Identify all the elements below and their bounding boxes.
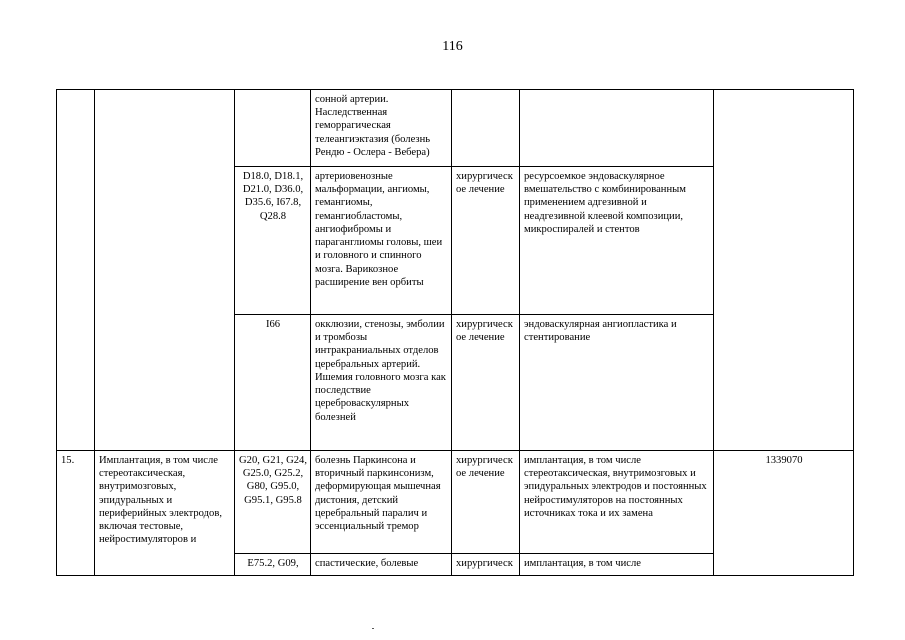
treatment-type-cell: хирургическ ое лечение: [452, 451, 520, 554]
treatment-type-cell: [452, 90, 520, 167]
codes-cell: [235, 90, 311, 167]
model-cell: окклюзии, стенозы, эмболии и тромбозы интракраниальных отделов церебральных артерий. Ишемия головного мозга как последствие цереброваскулярных болезней: [311, 315, 452, 451]
codes-cell: D18.0, D18.1, D21.0, D36.0, D35.6, I67.8, Q28.8: [235, 167, 311, 315]
treatment-type-cell: хирургическ ое лечение: [452, 167, 520, 315]
model-cell: спастические, болевые: [311, 554, 452, 576]
method-description-cell: ресурсоемкое эндоваскулярное вмешательство с комбинированным применением адгезивной и неадгезивной клеевой композиции, микроспиралей и стентов: [520, 167, 714, 315]
row-number-cell: 15.: [57, 451, 95, 576]
method-group-cell: Имплантация, в том числе стереотаксическая, внутримозговых, эпидуральных и периферийных электродов, включая тестовые, нейростимуляторов и: [95, 451, 235, 576]
model-cell: сонной артерии. Наследственная геморрагическая телеангиэктазия (болезнь Рендю - Ослера - Вебера): [311, 90, 452, 167]
row-number-cell: [57, 90, 95, 451]
model-cell: болезнь Паркинсона и вторичный паркинсонизм, деформирующая мышечная дистония, детский церебральный паралич и эссенциальный тремор: [311, 451, 452, 554]
cost-cell: 1339070: [714, 451, 854, 576]
method-description-cell: эндоваскулярная ангиопластика и стентирование: [520, 315, 714, 451]
method-group-cell: [95, 90, 235, 451]
method-description-cell: имплантация, в том числе стереотаксическая, внутримозговых и эпидуральных электродов и постоянных нейростимуляторов на постоянных источниках тока и их замена: [520, 451, 714, 554]
scan-mark: [372, 628, 374, 629]
cost-cell: [714, 90, 854, 451]
table-row: [57, 90, 854, 167]
treatment-type-cell: хирургическ: [452, 554, 520, 576]
model-cell: артериовенозные мальформации, ангиомы, гемангиомы, гемангиобластомы, ангиофибромы и параганглиомы головы, шеи и головного и спинного мозга. Варикозное расширение вен орбиты: [311, 167, 452, 315]
page-number: 116: [442, 39, 463, 54]
treatment-type-cell: хирургическ ое лечение: [452, 315, 520, 451]
treatment-table: [56, 89, 854, 576]
method-description-cell: [520, 90, 714, 167]
method-description-cell: имплантация, в том числе: [520, 554, 714, 576]
table-row: [57, 451, 854, 554]
codes-cell: I66: [235, 315, 311, 451]
codes-cell: G20, G21, G24, G25.0, G25.2, G80, G95.0, G95.1, G95.8: [235, 451, 311, 554]
codes-cell: E75.2, G09,: [235, 554, 311, 576]
